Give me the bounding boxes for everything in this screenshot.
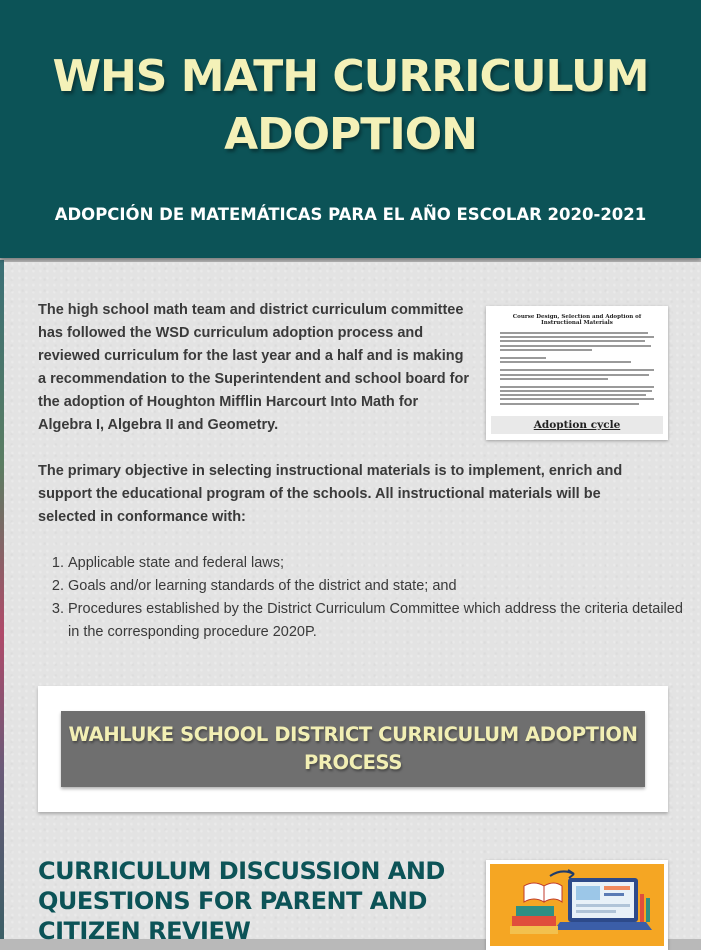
adoption-process-button-label: WAHLUKE SCHOOL DISTRICT CURRICULUM ADOPTION PROCESS	[68, 723, 638, 774]
list-item: 2. Goals and/or learning standards of the district and state; and	[68, 575, 698, 598]
page-subtitle: ADOPCIÓN DE MATEMÁTICAS PARA EL AÑO ESCOLAR 2020-2021	[54, 205, 647, 224]
laptop-books-illustration-icon	[490, 864, 664, 946]
criteria-list	[38, 552, 698, 644]
content-section	[4, 262, 701, 945]
adoption-process-card	[38, 686, 668, 812]
adoption-cycle-card[interactable]	[486, 306, 668, 440]
page-header	[0, 0, 701, 258]
objective-paragraph: The primary objective in selecting instructional materials is to implement, enrich and support the educational program of the schools. All instructional materials will be selected in conformance with:	[38, 463, 623, 525]
discussion-section-title: CURRICULUM DISCUSSION AND QUESTIONS FOR PARENT AND CITIZEN REVIEW	[38, 857, 445, 945]
page-title: WHS MATH CURRICULUM ADOPTION	[52, 51, 649, 160]
discussion-illustration-card[interactable]	[486, 860, 668, 950]
adoption-cycle-document-thumbnail[interactable]	[500, 314, 654, 414]
list-item: 1. Applicable state and federal laws;	[68, 552, 698, 575]
adoption-process-button[interactable]	[61, 711, 645, 787]
adoption-cycle-link[interactable]: Adoption cycle	[491, 416, 663, 434]
list-item: 3. Procedures established by the District Curriculum Committee which address the criteria detailed in the corresponding procedure 2020P.	[68, 598, 698, 644]
intro-paragraph: The high school math team and district curriculum committee has followed the WSD curriculum adoption process and reviewed curriculum for the last year and a half and is making a recommendation to the Superintendent and school board for the adoption of Houghton Mifflin Harcourt Into Math for Algebra I, Algebra II and Geometry.	[38, 302, 470, 433]
thumbnail-doc-title: Course Design, Selection and Adoption of Instructional Materials	[512, 314, 642, 326]
